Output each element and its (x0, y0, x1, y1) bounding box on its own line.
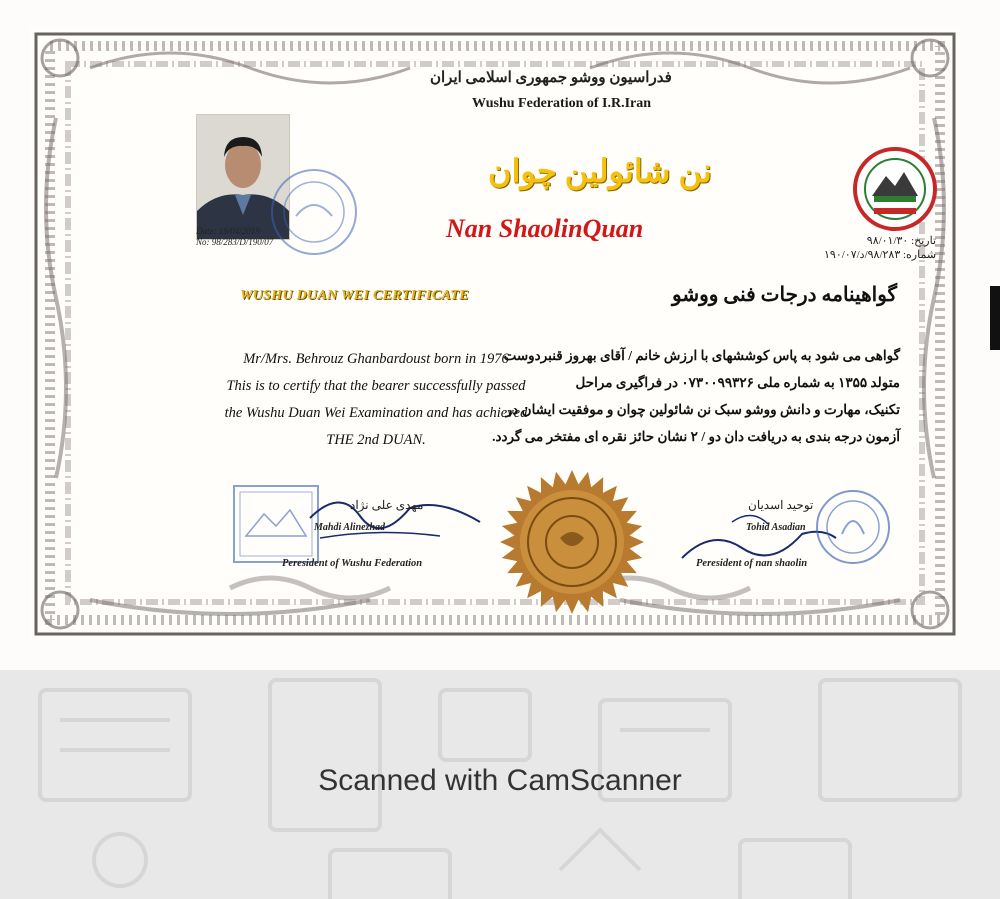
body-english-line: the Wushu Duan Wei Examination and has achieved (224, 405, 528, 421)
photo-date: Date: 19/04/2019 (196, 226, 260, 236)
style-title-english: Nan ShaolinQuan (446, 214, 644, 243)
gold-seal-icon (498, 468, 646, 616)
body-persian-line: آزمون درجه بندی به دریافت دان دو / ۲ نشان حائز نقره ای مفتخر می گردد. (492, 429, 900, 444)
signer-left-name: Mahdi Alinezhad (314, 522, 386, 533)
nan-shaolin-stamp-icon (812, 486, 894, 568)
photo-meta (196, 226, 273, 248)
camscanner-footer (0, 670, 1000, 899)
signer-right-name-persian: توحید اسدیان (748, 498, 814, 512)
body-persian-line: گواهی می شود به پاس کوششهای با ارزش خانم / آقای بهروز قنبردوست (503, 348, 900, 363)
federation-logo-icon (852, 146, 938, 232)
signer-left-name-persian: مهدی علی نژاد (350, 498, 424, 512)
scan-edge-mark (990, 286, 1000, 350)
federation-name-english: Wushu Federation of I.R.Iran (472, 96, 652, 111)
signer-left-title: Peresident of Wushu Federation (282, 558, 423, 569)
body-persian-line: تکنیک، مهارت و دانش ووشو سبک نن شائولین چوان و موفقیت ایشان در (505, 402, 900, 417)
body-english-line: Mr/Mrs. Behrouz Ghanbardoust born in 1976 (243, 351, 509, 367)
photo-number: No: 98/283/D/190/07 (196, 237, 274, 247)
certificate (30, 28, 960, 640)
style-title-persian: نن شائولین چوان (488, 153, 712, 189)
certificate-title-english: WUSHU DUAN WEI CERTIFICATE (240, 288, 469, 303)
round-stamp-icon (266, 164, 362, 260)
signature-left-icon (300, 478, 490, 558)
reference-number-persian: شماره: ۹۸/۲۸۳/د/۱۹۰/۰۷ (824, 249, 937, 261)
body-english-line: THE 2nd DUAN. (326, 432, 426, 448)
federation-name-persian: فدراسیون ووشو جمهوری اسلامی ایران (430, 70, 672, 86)
reference-persian (824, 234, 936, 262)
signer-right-title: Peresident of nan shaolin (696, 558, 808, 569)
scanned-with-label: Scanned with CamScanner (318, 764, 682, 797)
body-persian-line: متولد ۱۳۵۵ به شماره ملی ۰۷۳۰۰۹۹۳۲۶ در فراگیری مراحل (575, 375, 900, 390)
certificate-content (100, 46, 937, 586)
body-persian (492, 342, 900, 450)
body-english-line: This is to certify that the bearer successfully passed (226, 378, 526, 394)
reference-date-persian: تاریخ: ۹۸/۰۱/۳۰ (866, 235, 937, 247)
signer-right-name: Tohid Asadian (746, 522, 806, 533)
certificate-title-persian: گواهینامه درجات فنی ووشو (672, 284, 898, 306)
